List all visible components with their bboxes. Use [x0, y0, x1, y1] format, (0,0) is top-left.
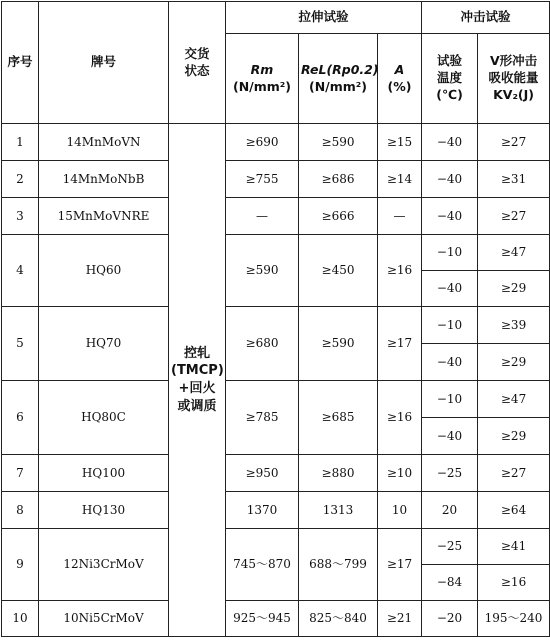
row-elongation: ≥16	[378, 381, 422, 455]
row-rm: 745～870	[226, 529, 299, 601]
row-index: 2	[2, 161, 39, 198]
header-temp-line-3: (℃)	[436, 86, 463, 102]
row-elongation: 10	[378, 492, 422, 529]
row-index: 1	[2, 124, 39, 161]
row-index: 10	[2, 601, 39, 637]
header-impact-test: 冲击试验	[422, 2, 550, 34]
row-test-temp: −10	[422, 381, 478, 418]
row-test-temp: −10	[422, 307, 478, 344]
row-impact-energy: ≥31	[478, 161, 550, 198]
row-index: 9	[2, 529, 39, 601]
row-index: 8	[2, 492, 39, 529]
header-rm-symbol: Rm	[250, 61, 274, 77]
row-grade: 15MnMoVNRE	[39, 198, 169, 235]
row-rm: ≥680	[226, 307, 299, 381]
delivery-line-2: (TMCP)	[171, 363, 224, 379]
row-index: 5	[2, 307, 39, 381]
row-impact-energy: ≥27	[478, 198, 550, 235]
row-rel: 1313	[299, 492, 378, 529]
header-rel-unit: (N/mm²)	[309, 78, 367, 94]
row-impact-energy: ≥47	[478, 235, 550, 271]
row-elongation: ≥10	[378, 455, 422, 492]
row-rel: ≥686	[299, 161, 378, 198]
row-grade: HQ60	[39, 235, 169, 307]
header-impact-energy	[478, 34, 550, 124]
header-elongation-unit: (%)	[387, 78, 412, 94]
row-rm: 925～945	[226, 601, 299, 637]
row-test-temp: −40	[422, 124, 478, 161]
row-grade: HQ130	[39, 492, 169, 529]
row-impact-energy: ≥64	[478, 492, 550, 529]
row-grade: HQ100	[39, 455, 169, 492]
header-grade: 牌号	[39, 2, 169, 124]
header-rm	[226, 34, 299, 124]
row-test-temp: −84	[422, 565, 478, 601]
row-test-temp: −40	[422, 344, 478, 381]
row-impact-energy: ≥27	[478, 455, 550, 492]
row-impact-energy: 195～240	[478, 601, 550, 637]
row-impact-energy: ≥39	[478, 307, 550, 344]
row-rel: ≥450	[299, 235, 378, 307]
table-row	[2, 381, 550, 418]
row-test-temp: −40	[422, 161, 478, 198]
row-test-temp: −10	[422, 235, 478, 271]
row-rm: ≥785	[226, 381, 299, 455]
row-grade: HQ70	[39, 307, 169, 381]
row-index: 6	[2, 381, 39, 455]
row-rel: ≥590	[299, 124, 378, 161]
row-elongation: ≥17	[378, 529, 422, 601]
row-test-temp: −40	[422, 418, 478, 455]
row-index: 3	[2, 198, 39, 235]
header-energy-line-3: KV₂(J)	[493, 86, 534, 102]
delivery-line-3: +回火	[178, 381, 216, 396]
row-grade: 14MnMoNbB	[39, 161, 169, 198]
row-rm: ≥950	[226, 455, 299, 492]
row-impact-energy: ≥29	[478, 418, 550, 455]
table-row	[2, 601, 550, 637]
header-row-1	[2, 2, 550, 34]
header-energy-line-1: V形冲击	[489, 53, 538, 69]
table-row	[2, 307, 550, 344]
row-impact-energy: ≥27	[478, 124, 550, 161]
table-row	[2, 492, 550, 529]
header-delivery-line-2: 状态	[184, 62, 210, 78]
row-elongation: ≥15	[378, 124, 422, 161]
row-elongation: ≥14	[378, 161, 422, 198]
row-rel: ≥590	[299, 307, 378, 381]
header-index: 序号	[2, 2, 39, 124]
row-elongation: —	[378, 198, 422, 235]
table-row	[2, 124, 550, 161]
row-rm: ≥590	[226, 235, 299, 307]
header-rel	[299, 34, 378, 124]
row-test-temp: −40	[422, 271, 478, 307]
row-index: 4	[2, 235, 39, 307]
table-row	[2, 235, 550, 271]
table-row	[2, 198, 550, 235]
row-rm: 1370	[226, 492, 299, 529]
header-tensile-test: 拉伸试验	[226, 2, 422, 34]
row-grade: HQ80C	[39, 381, 169, 455]
header-energy-line-2: 吸收能量	[488, 70, 539, 86]
table-row	[2, 161, 550, 198]
row-index: 7	[2, 455, 39, 492]
row-rel: 825～840	[299, 601, 378, 637]
row-rm: ≥755	[226, 161, 299, 198]
row-test-temp: −40	[422, 198, 478, 235]
row-elongation: ≥16	[378, 235, 422, 307]
row-elongation: ≥21	[378, 601, 422, 637]
row-rel: ≥880	[299, 455, 378, 492]
row-test-temp: −20	[422, 601, 478, 637]
table-row	[2, 529, 550, 565]
row-rel: ≥685	[299, 381, 378, 455]
delivery-line-1: 控轧	[183, 345, 210, 361]
row-test-temp: 20	[422, 492, 478, 529]
table-row	[2, 455, 550, 492]
row-grade: 12Ni3CrMoV	[39, 529, 169, 601]
row-impact-energy: ≥47	[478, 381, 550, 418]
row-rel: 688～799	[299, 529, 378, 601]
row-grade: 14MnMoVN	[39, 124, 169, 161]
row-rm: —	[226, 198, 299, 235]
delivery-state-cell	[169, 124, 226, 637]
header-delivery-line-1: 交货	[184, 45, 210, 61]
header-rel-symbol: ReL(Rp0.2)	[301, 61, 379, 77]
row-rm: ≥690	[226, 124, 299, 161]
header-test-temperature	[422, 34, 478, 124]
row-rel: ≥666	[299, 198, 378, 235]
row-test-temp: −25	[422, 455, 478, 492]
header-temp-line-2: 温度	[437, 70, 463, 86]
row-elongation: ≥17	[378, 307, 422, 381]
header-elongation	[378, 34, 422, 124]
row-impact-energy: ≥41	[478, 529, 550, 565]
row-test-temp: −25	[422, 529, 478, 565]
header-delivery-state	[169, 2, 226, 124]
header-temp-line-1: 试验	[437, 53, 463, 69]
row-impact-energy: ≥16	[478, 565, 550, 601]
header-elongation-symbol: A	[394, 61, 405, 77]
delivery-line-4: 或调质	[177, 398, 217, 414]
row-impact-energy: ≥29	[478, 344, 550, 381]
header-rm-unit: (N/mm²)	[233, 78, 291, 94]
row-grade: 10Ni5CrMoV	[39, 601, 169, 637]
steel-properties-table	[1, 1, 550, 637]
row-impact-energy: ≥29	[478, 271, 550, 307]
